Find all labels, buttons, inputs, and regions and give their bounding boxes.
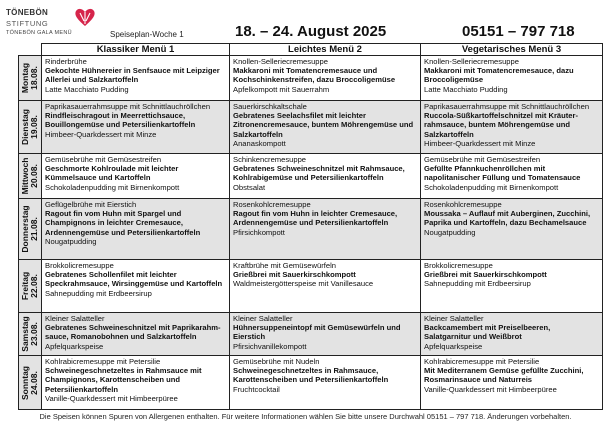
main-course: Gebratenes Schweineschnitzel mit Rahmsauce, Kohlrabigemüse und Petersilienkartoffeln <box>233 164 405 183</box>
menu-cell <box>42 260 230 313</box>
main-course: Schweinegeschnetzeltes in Rahmsauce, Karottenscheiben und Petersilienkartoffeln <box>233 366 389 385</box>
dessert: Vanille-Quarkdessert mit Himbeerpüree <box>45 393 178 403</box>
menu-cell <box>230 313 421 356</box>
menu-cell <box>230 154 421 199</box>
day-date: 23.08. <box>29 322 39 346</box>
soup: Brokkolicremesuppe <box>45 261 114 270</box>
day-label <box>21 366 39 400</box>
main-course: Schweinegeschnetzeltes in Rahmsauce mit Champignons, Karottenscheiben und Petersilienkartoffeln <box>45 366 202 394</box>
day-date: 24.08. <box>29 370 39 395</box>
day-label <box>21 272 39 300</box>
day-row <box>19 356 603 410</box>
day-label <box>21 158 39 195</box>
day-name: Mittwoch <box>20 157 30 195</box>
soup: Kleiner Salatteller <box>424 314 484 323</box>
dessert: Sahnepudding mit Erdbeersirup <box>424 279 531 289</box>
date-range: 18. – 24. August 2025 <box>235 23 387 40</box>
menu-cell <box>230 199 421 260</box>
main-course: Rindfleischragout in Meerrettichsauce, Bouillongemüse und Petersilienkartoffeln <box>45 111 196 130</box>
main-course: Gebratenes Seelachsfilet mit leichter Zitronencremesauce, buntem Möhrengemüse und Salzkartoffeln <box>233 111 414 139</box>
day-date: 20.08. <box>29 164 39 188</box>
dessert: Fruchtcocktail <box>233 384 280 394</box>
column-header-menu2: Leichtes Menü 2 <box>230 44 421 56</box>
menu-cell <box>42 56 230 101</box>
soup: Brokkolicremesuppe <box>424 261 493 270</box>
soup: Sauerkirschkaltschale <box>233 102 307 111</box>
day-name: Donnerstag <box>20 205 30 253</box>
logo <box>6 6 106 40</box>
soup: Kleiner Salatteller <box>45 314 105 323</box>
day-label-cell <box>19 313 42 356</box>
day-label-cell <box>19 101 42 154</box>
week-label: Speiseplan-Woche 1 <box>110 30 184 39</box>
column-header-row <box>19 44 603 56</box>
soup: Paprikasauerrahmsuppe mit Schnittlauchröllchen <box>45 102 211 111</box>
day-name: Montag <box>20 62 30 94</box>
main-course: Gekochte Hühnereier in Senfsauce mit Leipziger Allerlei und Salzkartoffeln <box>45 66 220 85</box>
corner-cell <box>19 44 42 56</box>
dessert: Ananaskompott <box>233 138 286 148</box>
soup: Rosenkohlcremesuppe <box>424 200 502 209</box>
soup: Schinkencremesuppe <box>233 155 307 164</box>
menu-cell <box>230 56 421 101</box>
menu-cell <box>230 260 421 313</box>
dessert: Schokoladenpudding mit Birnenkompott <box>424 182 559 192</box>
soup: Kleiner Salatteller <box>233 314 293 323</box>
day-row <box>19 199 603 260</box>
dessert: Nougatpudding <box>424 227 476 237</box>
main-course: Grießbrei mit Sauerkirschkompott <box>424 270 547 280</box>
dessert: Waldmeistergötterspeise mit Vanillesauce <box>233 279 374 289</box>
menu-cell <box>42 154 230 199</box>
day-label-cell <box>19 260 42 313</box>
day-row <box>19 260 603 313</box>
soup: Kohlrabicremesuppe mit Petersilie <box>424 357 540 366</box>
footer-note: Die Speisen können Spuren von Allergenen enthalten. Für weitere Informationen wählen Sie bitte unsere Durchwahl 05151 – 797 718. Änderungen vorbehalten. <box>39 412 572 421</box>
soup: Rosenkohlcremesuppe <box>233 200 311 209</box>
menu-cell <box>421 356 603 410</box>
main-course: Gebratenes Schollenfilet mit leichter Speckrahmsauce, Wirsinggemüse und Kartoffeln <box>45 270 223 289</box>
menu-cell <box>230 101 421 154</box>
logo-line2: STIFTUNG <box>6 19 49 28</box>
day-row <box>19 313 603 356</box>
logo-brand: TÖNEBÖN <box>6 8 49 17</box>
dessert: Latte Macchiato Pudding <box>424 84 508 94</box>
day-date: 22.08. <box>29 274 39 298</box>
day-name: Sonntag <box>20 365 30 400</box>
dessert: Apfelquarkspeise <box>424 341 483 351</box>
dessert: Latte Macchiato Pudding <box>45 84 129 94</box>
menu-cell <box>42 313 230 356</box>
soup: Gemüsebrühe mit Nudeln <box>233 357 320 366</box>
day-label-cell <box>19 154 42 199</box>
main-course: Grießbrei mit Sauerkirschkompott <box>233 270 356 280</box>
soup: Kohlrabicremesuppe mit Petersilie <box>45 357 161 366</box>
main-course: Makkaroni mit Tomatencremesauce und Kochschinkenstreifen, dazu Broccoligemüse <box>233 66 396 85</box>
soup: Kraftbrühe mit Gemüsewürfeln <box>233 261 336 270</box>
main-course: Ragout fin vom Huhn mit Spargel und Champignons in leichter Cremesauce, Ardennengemüse und Petersilienkartoffeln <box>45 209 201 237</box>
day-name: Samstag <box>20 316 30 352</box>
dessert: Vanille-Quarkdessert mit Himbeerpüree <box>424 384 557 394</box>
day-date: 21.08. <box>29 217 39 241</box>
dessert: Apfelquarkspeise <box>45 341 104 351</box>
menu-cell <box>421 56 603 101</box>
soup: Rinderbrühe <box>45 57 87 66</box>
dessert: Himbeer-Quarkdessert mit Minze <box>45 129 157 139</box>
main-course: Ragout fin vom Huhn in leichter Cremesauce, Ardennengemüse und Petersilienkartoffeln <box>233 209 398 228</box>
heart-flower-logo-icon <box>72 6 98 28</box>
day-label <box>21 205 39 252</box>
menu-cell <box>42 356 230 410</box>
menu-cell <box>421 260 603 313</box>
day-row <box>19 154 603 199</box>
dessert: Apfelkompott mit Sauerrahm <box>233 84 330 94</box>
day-date: 18.08. <box>29 66 39 90</box>
dessert: Pfirsichvanillekompott <box>233 341 307 351</box>
menu-cell <box>421 199 603 260</box>
main-course: Mit Mediterranem Gemüse gefüllte Zucchini, Rosmarinsauce und Naturreis <box>424 366 584 385</box>
menu-cell <box>230 356 421 410</box>
day-label <box>21 109 39 145</box>
phone-number: 05151 – 797 718 <box>462 23 575 40</box>
dessert: Sahnepudding mit Erdbeersirup <box>45 288 152 298</box>
day-date: 19.08. <box>29 115 39 139</box>
day-label <box>21 63 39 93</box>
dessert: Pfirsichkompott <box>233 227 285 237</box>
main-course: Gebratenes Schweineschnitzel mit Paprikarahm-sauce, Romanobohnen und Salzkartoffeln <box>45 323 221 342</box>
main-course: Hühnersuppeneintopf mit Gemüsewürfeln und Eierstich <box>233 323 401 342</box>
column-header-menu1: Klassiker Menü 1 <box>42 44 230 56</box>
menu-cell <box>421 313 603 356</box>
main-course: Ruccola-Süßkartoffelschnitzel mit Kräuter-rahmsauce, buntem Möhrengemüse und Salzkartoffeln <box>424 111 579 139</box>
soup: Geflügelbrühe mit Eierstich <box>45 200 137 209</box>
main-course: Makkaroni mit Tomatencremesauce, dazu Broccoligemüse <box>424 66 574 85</box>
dessert: Schokoladenpudding mit Birnenkompott <box>45 182 180 192</box>
column-header-menu3: Vegetarisches Menü 3 <box>421 44 603 56</box>
soup: Gemüsebrühe mit Gemüsestreifen <box>45 155 162 164</box>
soup: Gemüsebrühe mit Gemüsestreifen <box>424 155 541 164</box>
menu-cell <box>421 154 603 199</box>
day-row <box>19 101 603 154</box>
soup: Paprikasauerrahmsuppe mit Schnittlauchröllchen <box>424 102 590 111</box>
logo-line3: TÖNEBÖN GALA MENÜ <box>6 30 72 36</box>
menu-cell <box>42 199 230 260</box>
main-course: Moussaka – Auflauf mit Auberginen, Zucchini, Paprika und Kartoffeln, dazu Bechamelsauce <box>424 209 591 228</box>
day-label-cell <box>19 199 42 260</box>
page-header <box>0 0 611 44</box>
menu-cell <box>42 101 230 154</box>
day-name: Dienstag <box>20 109 30 145</box>
soup: Knollen-Selleriecremesuppe <box>233 57 328 66</box>
menu-table <box>18 43 603 410</box>
dessert: Himbeer-Quarkdessert mit Minze <box>424 138 536 148</box>
day-label-cell <box>19 356 42 410</box>
day-row <box>19 56 603 101</box>
dessert: Nougatpudding <box>45 236 97 246</box>
main-course: Gefüllte Pfannkuchenröllchen mit napolitanischer Füllung und Tomatensauce <box>424 164 581 183</box>
main-course: Backcamembert mit Preiselbeeren, Salatgarnitur und Weißbrot <box>424 323 551 342</box>
dessert: Obstsalat <box>233 182 266 192</box>
day-name: Freitag <box>20 271 30 301</box>
menu-cell <box>421 101 603 154</box>
main-course: Geschmorte Kohlroulade mit leichter Kümmelsauce und Kartoffeln <box>45 164 179 183</box>
soup: Knollen-Selleriecremesuppe <box>424 57 519 66</box>
day-label-cell <box>19 56 42 101</box>
day-label <box>21 316 39 351</box>
